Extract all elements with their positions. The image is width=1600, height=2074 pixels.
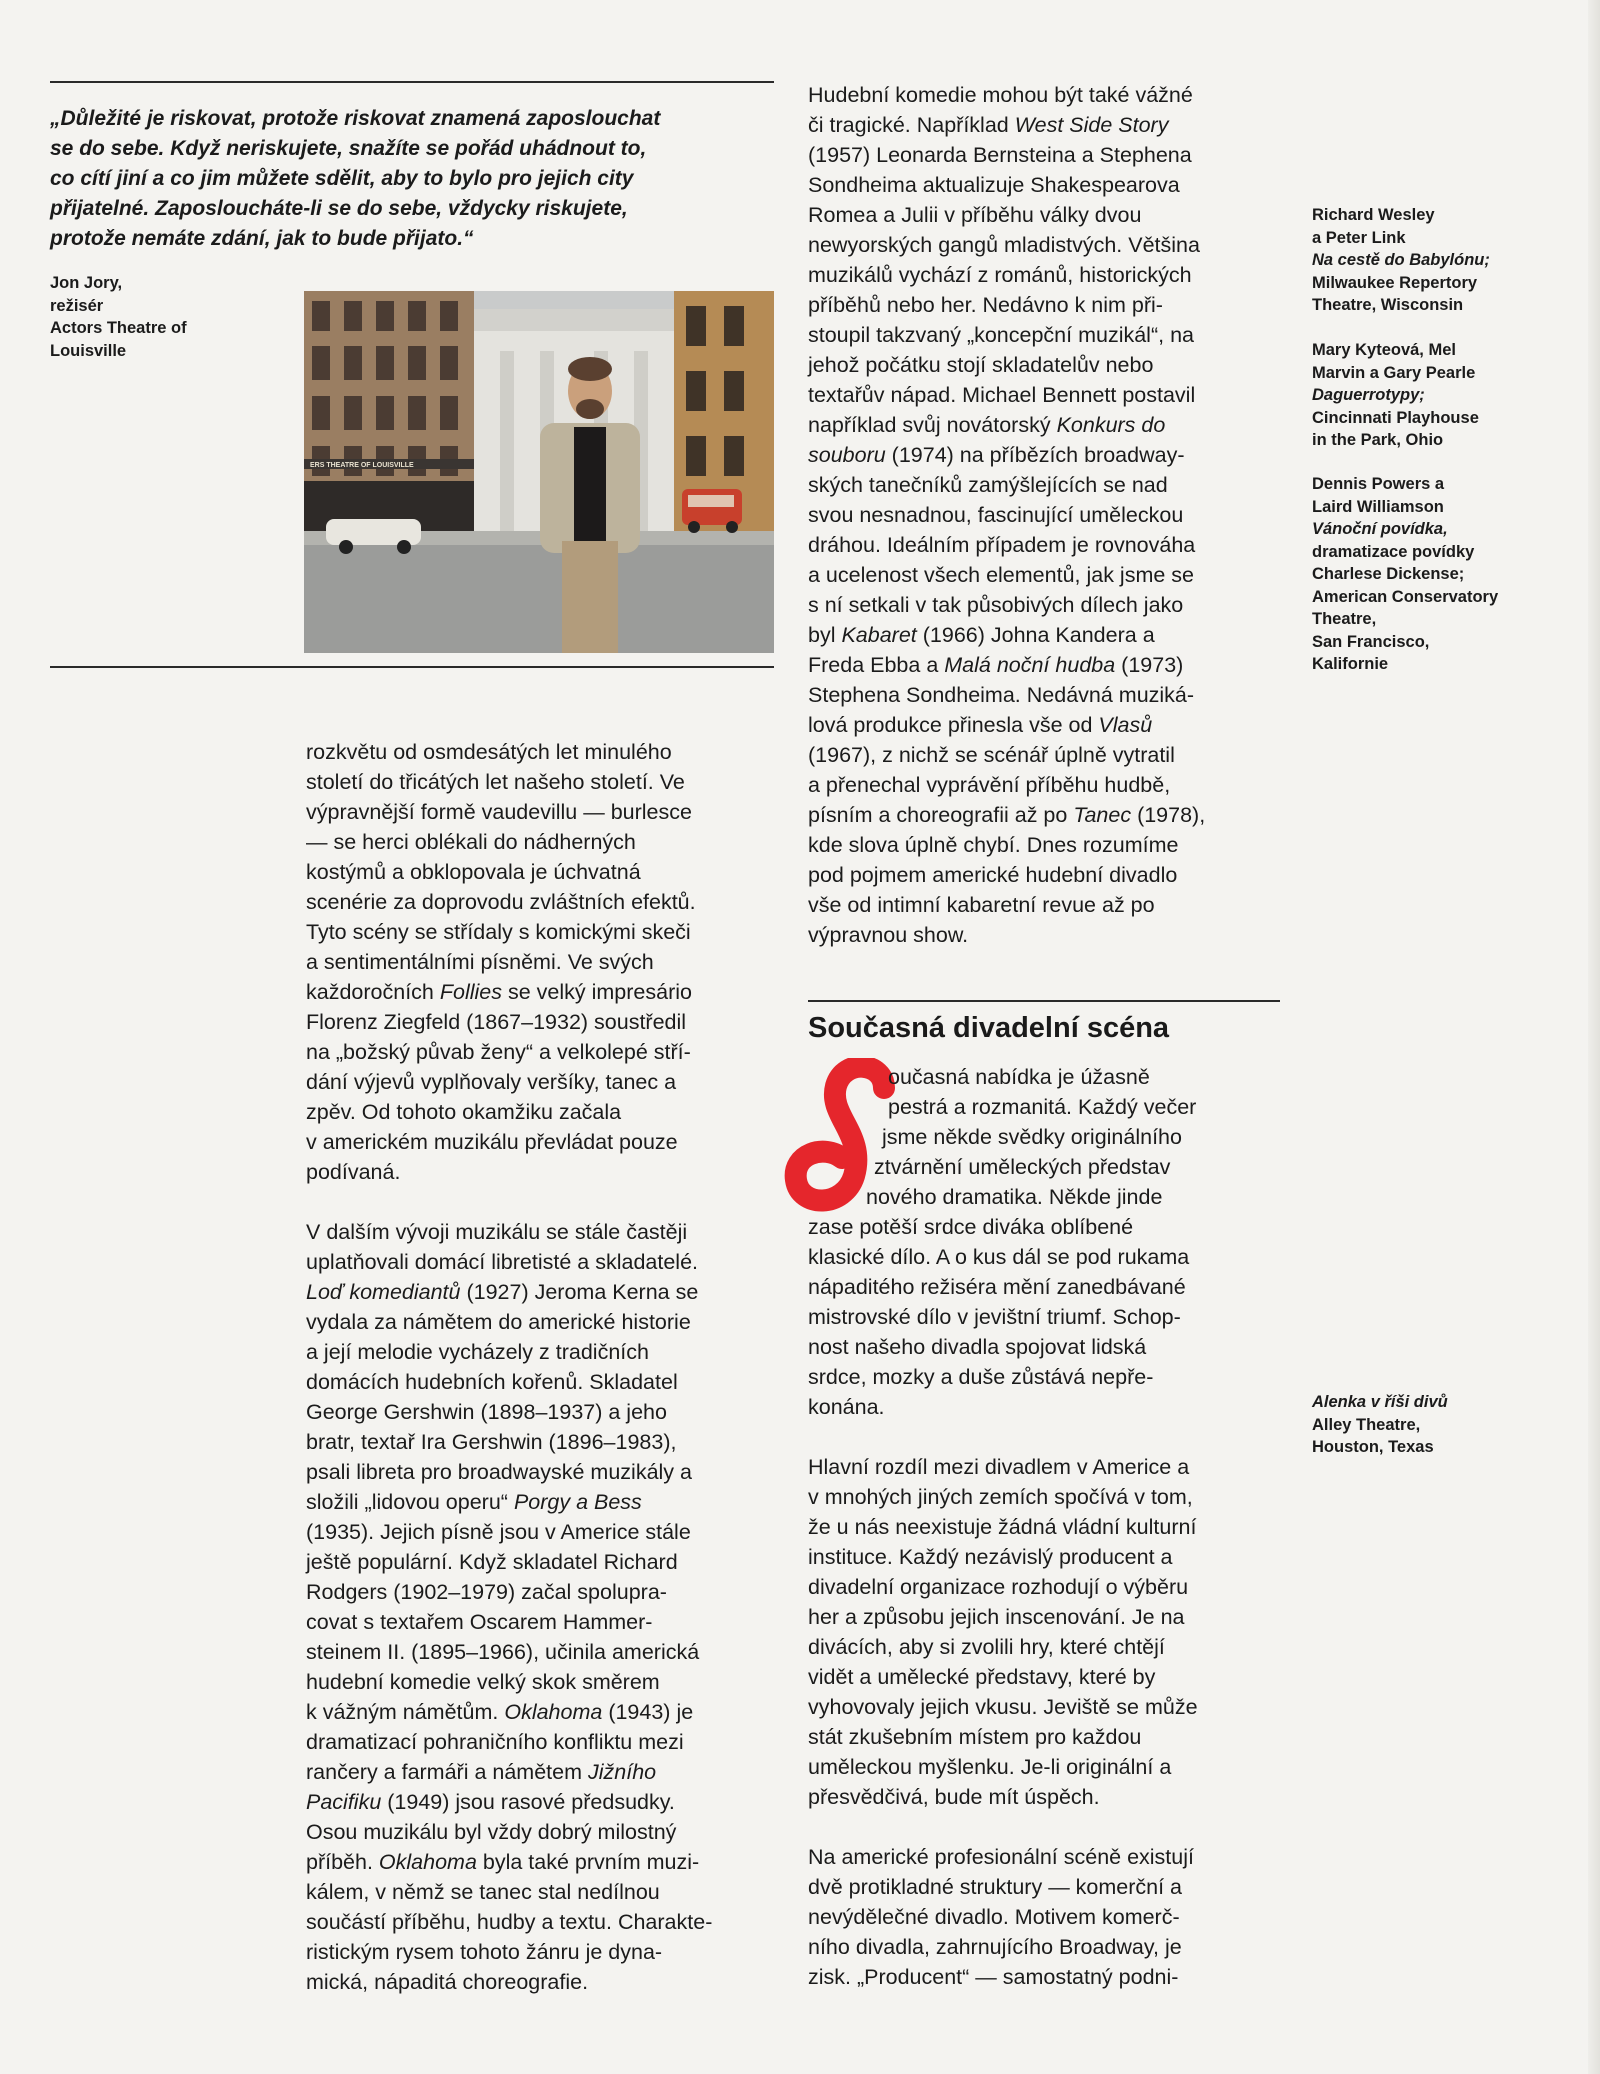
text-line: stoupil takzvaný „koncepční muzikál“, na [808,323,1194,347]
caption-line: Kalifornie [1312,655,1389,673]
paragraph [808,1842,1288,1992]
text-line: Osou muzikálu byl vždy dobrý milostný [306,1820,677,1844]
quote-line: co cítí jiní a co jim můžete sdělit, aby to bylo pro jejich city [50,167,634,190]
text-line: oučasná nabídka je úžasně [888,1065,1150,1089]
text-line: uplatňovali domácí libretisté a skladatelé. [306,1250,698,1274]
text-line: divácích, aby si zvolili hry, které chtějí [808,1635,1165,1659]
text-line: nového dramatika. Někde jinde [866,1185,1163,1209]
caption-line: in the Park, Ohio [1312,431,1444,449]
page-edge [1588,0,1600,2074]
text-line: zase potěší srdce diváka oblíbené [808,1215,1134,1239]
text-line: scenérie za doprovodu zvláštních efektů. [306,890,696,914]
top-rule-left [50,81,774,83]
text-line: psali libreta pro broadwayské muzikály a [306,1460,692,1484]
text-line: byl Kabaret (1966) Johna Kandera a [808,623,1155,647]
text-line: či tragické. Například West Side Story [808,113,1169,137]
text-line: že u nás neexistuje žádná vládní kulturní [808,1515,1197,1539]
caption-line: Dennis Powers a [1312,475,1445,493]
text-line: Sondheima aktualizuje Shakespearova [808,173,1180,197]
right-column-top-text [808,80,1288,950]
text-line: rozkvětu od osmdesátých let minulého [306,740,672,764]
text-line: vše od intimní kabaretní revue až po [808,893,1155,917]
text-line: Florenz Ziegfeld (1867–1932) soustředil [306,1010,687,1034]
left-column-text [306,737,786,1997]
paragraph [808,1212,1288,1422]
quote-line: „Důležité je riskovat, protože riskovat znamená zaposlouchat [50,107,661,130]
text-line: klasické dílo. A o kus dál se pod rukama [808,1245,1190,1269]
caption-line: Houston, Texas [1312,1438,1434,1456]
text-line: zisk. „Producent“ — samostatný podni- [808,1965,1179,1989]
text-line: a její melodie vycházely z tradičních [306,1340,649,1364]
text-line: Freda Ebba a Malá noční hudba (1973) [808,653,1184,677]
caption-powers-williamson [1312,473,1498,676]
text-line: kálem, v němž se tanec stal nedílnou [306,1880,660,1904]
photo-bottom-rule [50,666,774,668]
text-line: mická, nápaditá choreografie. [306,1970,589,1994]
pull-quote [50,104,775,254]
text-line: Hudební komedie mohou být také vážné [808,83,1193,107]
author-line: Jon Jory, [50,274,123,292]
text-line: například svůj novátorský Konkurs do [808,413,1166,437]
text-line: každoročních Follies se velký impresário [306,980,692,1004]
text-line: nevýdělečné divadlo. Motivem komerč- [808,1905,1180,1929]
caption-wesley-link [1312,204,1490,317]
caption-line: Na cestě do Babylónu; [1312,251,1490,269]
text-line: George Gershwin (1898–1937) a jeho [306,1400,667,1424]
caption-line: Theatre, [1312,610,1377,628]
caption-line: Richard Wesley [1312,206,1435,224]
text-line: jehož počátku stojí skladatelův nebo [808,353,1154,377]
caption-line: Daguerrotypy; [1312,386,1425,404]
text-line: (1967), z nichž se scénář úplně vytratil [808,743,1175,767]
caption-line: Laird Williamson [1312,497,1444,516]
theatre-sign: ERS THEATRE OF LOUISVILLE [310,462,414,469]
text-line: součástí příběhu, hudby a textu. Charakte- [306,1910,713,1934]
text-line: souboru (1974) na příbězích broadway- [808,443,1185,467]
quote-author [50,272,187,362]
caption-alenka [1312,1391,1448,1459]
text-line: přesvědčivá, bude mít úspěch. [808,1785,1100,1809]
text-line: svou nesnadnou, fascinující uměleckou [808,503,1184,527]
paragraph [808,1452,1288,1812]
section-body-text [808,1212,1288,1992]
text-line: pod pojmem americké hudební divadlo [808,863,1178,887]
text-line: srdce, mozky a duše zůstává nepře- [808,1365,1154,1389]
caption-line: Alley Theatre, [1312,1415,1421,1434]
street-photo [304,291,774,653]
text-line: newyorských gangů mladistvých. Většina [808,233,1200,257]
caption-line: Mary Kyteová, Mel [1312,341,1456,359]
text-line: nápaditého režiséra mění zanedbávané [808,1275,1186,1299]
text-line: textařův nápad. Michael Bennett postavil [808,383,1196,407]
text-line: a ucelenost všech elementů, jak jsme se [808,563,1195,587]
text-line: muzikálů vychází z románů, historických [808,263,1192,287]
text-line: V dalším vývoji muzikálu se stále častěji [306,1220,688,1244]
caption-line: Alenka v říši divů [1312,1393,1448,1411]
text-line: — se herci oblékali do nádherných [306,830,636,854]
caption-kyte-marvin-pearle [1312,339,1479,452]
text-line: covat s textařem Oscarem Hammer- [306,1610,653,1634]
text-line: dvě protikladné struktury — komerční a [808,1875,1183,1899]
text-line: hudební komedie velký skok směrem [306,1670,660,1694]
text-line: složili „lidovou operu“ Porgy a Bess [306,1490,642,1514]
caption-line: Cincinnati Playhouse [1312,408,1479,427]
text-line: vidět a umělecké představy, které by [808,1665,1156,1689]
text-line: výpravnou show. [808,923,969,947]
text-line: ských tanečníků zamýšlejících se nad [808,473,1168,497]
caption-line: Charlese Dickense; [1312,565,1465,583]
text-line: (1935). Jejich písně jsou v Americe stále [306,1520,691,1544]
paragraph [808,80,1288,950]
text-line: stát zkušebním místem pro každou [808,1725,1142,1749]
text-line: pestrá a rozmanitá. Každý večer [888,1095,1197,1119]
text-line: nost našeho divadla spojovat lidská [808,1335,1147,1359]
section-heading: Současná divadelní scéna [808,1012,1170,1044]
section-rule [808,1000,1280,1002]
text-line: výpravnější formě vaudevillu — burlesce [306,800,692,824]
paragraph [306,737,786,1187]
author-line: režisér [50,296,104,315]
text-line: příběhů nebo her. Nedávno k nim při- [808,293,1163,317]
caption-line: dramatizace povídky [1312,542,1475,561]
section-intro-text [866,1062,1288,1212]
text-line: bratr, textař Ira Gershwin (1896–1983), [306,1430,677,1454]
text-line: Hlavní rozdíl mezi divadlem v Americe a [808,1455,1190,1479]
text-line: Tyto scény se střídaly s komickými skeči [306,920,691,944]
text-line: konána. [808,1395,885,1419]
author-line: Actors Theatre of [50,319,187,337]
caption-line: Marvin a Gary Pearle [1312,363,1476,382]
quote-line: protože nemáte zdání, jak to bude přijato.“ [50,227,474,250]
caption-line: American Conservatory [1312,587,1499,606]
author-line: Louisville [50,341,127,360]
caption-line: Theatre, Wisconsin [1312,296,1464,314]
text-line: Stephena Sondheima. Nedávná muziká- [808,683,1195,707]
paragraph [306,1217,786,1997]
text-line: (1957) Leonarda Bernsteina a Stephena [808,143,1192,167]
text-line: příběh. Oklahoma byla také prvním muzi- [306,1850,700,1874]
text-line: Loď komediantů (1927) Jeroma Kerna se [306,1280,699,1304]
text-line: Rodgers (1902–1979) začal spolupra- [306,1580,667,1604]
text-line: steinem II. (1895–1966), učinila americká [306,1640,700,1664]
text-line: Romea a Julii v příběhu války dvou [808,203,1142,227]
quote-line: přijatelné. Zaposloucháte-li se do sebe, vždycky riskujete, [50,197,628,220]
text-line: lová produkce přinesla vše od Vlasů [808,713,1153,737]
text-line: her a způsobu jejich inscenování. Je na [808,1605,1185,1629]
text-line: ristickým rysem tohoto žánru je dyna- [306,1940,663,1964]
text-line: jsme někde svědky originálního [882,1125,1182,1149]
caption-line: Milwaukee Repertory [1312,273,1478,292]
text-line: a sentimentálními písněmi. Ve svých [306,950,654,974]
text-line: Pacifiku (1949) jsou rasové předsudky. [306,1790,675,1814]
text-line: domácích hudebních kořenů. Skladatel [306,1370,678,1394]
paragraph [866,1062,1288,1212]
text-line: s ní setkali v tak působivých dílech jako [808,593,1184,617]
text-line: na „božský půvab ženy“ a velkolepé stří- [306,1040,691,1064]
caption-line: a Peter Link [1312,228,1406,247]
text-line: vydala za námětem do americké historie [306,1310,691,1334]
text-line: zpěv. Od tohoto okamžiku začala [306,1100,622,1124]
text-line: mistrovské dílo v jevištní triumf. Schop- [808,1305,1181,1329]
text-line: písním a choreografii až po Tanec (1978), [808,803,1206,827]
text-line: ztvárnění uměleckých představ [874,1155,1171,1179]
text-line: podívaná. [306,1160,401,1184]
text-line: kde slova úplně chybí. Dnes rozumíme [808,833,1179,857]
text-line: vyhovovaly jejich vkusu. Jeviště se může [808,1695,1198,1719]
text-line: instituce. Každý nezávislý producent a [808,1545,1173,1569]
text-line: dramatizací pohraničního konfliktu mezi [306,1730,684,1754]
quote-line: se do sebe. Když neriskujete, snažíte se pořád uhádnout to, [50,137,647,160]
text-line: ního divadla, zahrnujícího Broadway, je [808,1935,1182,1959]
caption-line: San Francisco, [1312,632,1430,651]
text-line: Na americké profesionální scéně existují [808,1845,1194,1869]
text-line: ještě populární. Když skladatel Richard [306,1550,678,1574]
text-line: v mnohých jiných zemích spočívá v tom, [808,1485,1193,1509]
text-line: a přenechal vyprávění příběhu hudbě, [808,773,1171,797]
text-line: rančery a farmáři a námětem Jižního [306,1760,657,1784]
text-line: v americkém muzikálu převládat pouze [306,1130,678,1154]
text-line: století do třicátých let našeho století. Ve [306,770,685,794]
text-line: divadelní organizace rozhodují o výběru [808,1575,1189,1599]
text-line: kostýmů a obklopovala je úchvatná [306,860,641,884]
text-line: uměleckou myšlenku. Je-li originální a [808,1755,1172,1779]
caption-line: Vánoční povídka, [1312,520,1448,538]
text-line: dráhou. Ideálním případem je rovnováha [808,533,1196,557]
text-line: k vážným námětům. Oklahoma (1943) je [306,1700,694,1724]
text-line: dání výjevů vyplňovaly veršíky, tanec a [306,1070,677,1094]
